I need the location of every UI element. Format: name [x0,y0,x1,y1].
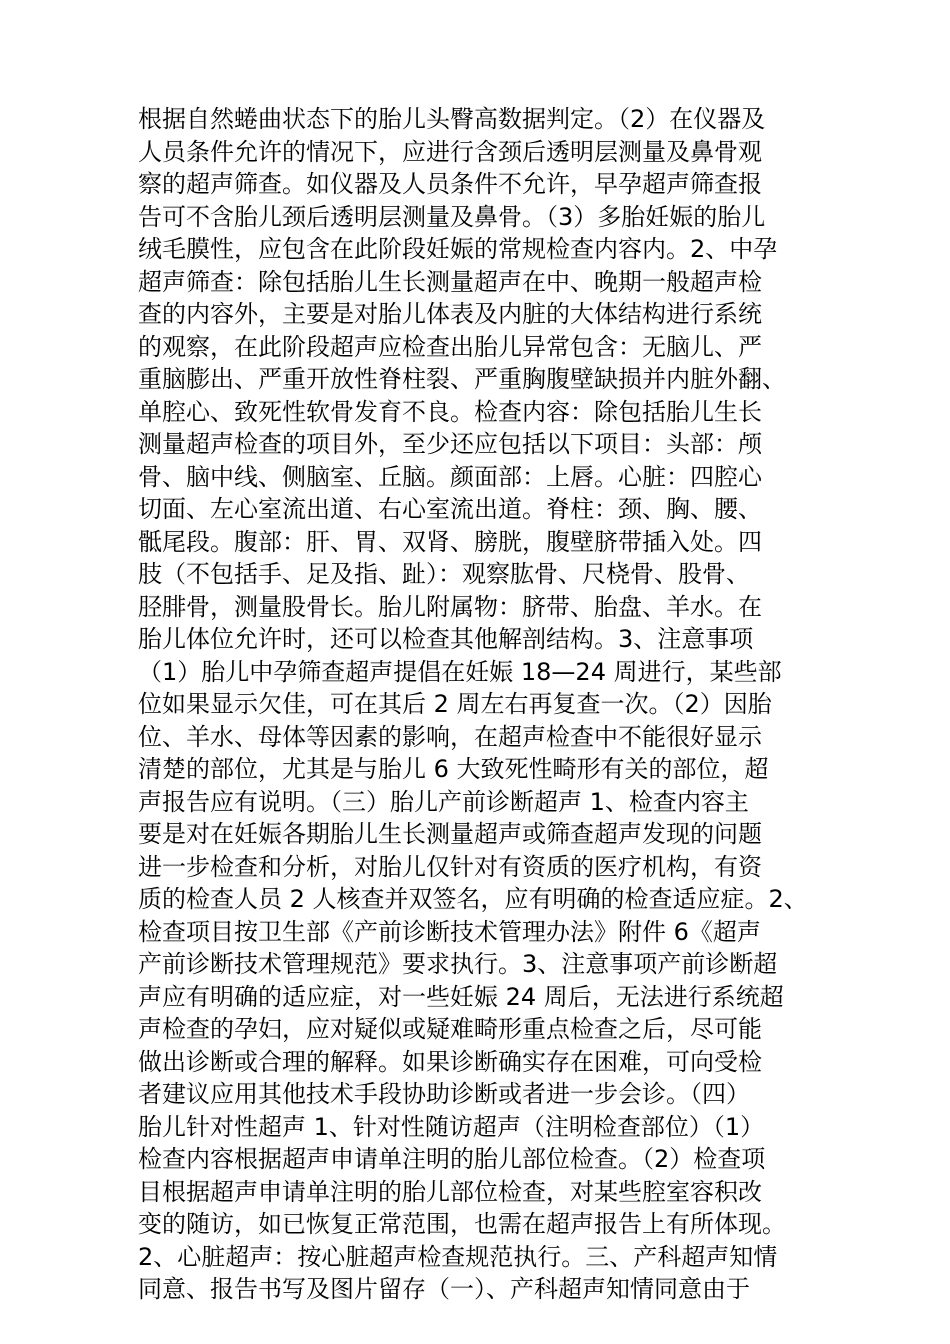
text-line-23: 要是对在妊娠各期胎儿生长测量超声或筛查超声发现的问题 [138,820,762,848]
text-line-30: 做出诊断或合理的解释。如果诊断确实存在困难，可向受检 [138,1047,762,1076]
text-line-9: 重脑膨出、严重开放性脊柱裂、严重胸腹壁缺损并内脏外翻、 [138,365,786,393]
text-line-2: 人员条件允许的情况下，应进行含颈后透明层测量及鼻骨观 [138,137,762,166]
text-line-20: 位、羊水、母体等因素的影响，在超声检查中不能很好显示 [138,722,762,751]
text-line-18: （1）胎儿中孕筛查超声提倡在妊娠 18—24 周进行，某些部 [138,657,782,686]
text-line-15: 肢（不包括手、足及指、趾）：观察肱骨、尺桡骨、股骨、 [138,560,750,588]
text-line-16: 胫腓骨，测量股骨长。胎儿附属物：脐带、胎盘、羊水。在 [138,592,762,621]
text-line-28: 声应有明确的适应症，对一些妊娠 24 周后，无法进行系统超 [138,982,784,1011]
text-line-21: 清楚的部位，尤其是与胎儿 6 大致死性畸形有关的部位，超 [138,755,769,783]
text-line-36: 2、心脏超声：按心脏超声检查规范执行。三、产科超声知情 [138,1242,778,1271]
text-line-1: 根据自然蜷曲状态下的胎儿头臀高数据判定。（2）在仪器及 [138,105,766,133]
text-line-7: 查的内容外，主要是对胎儿体表及内脏的大体结构进行系统 [138,300,762,328]
text-line-27: 产前诊断技术管理规范》要求执行。3、注意事项产前诊断超 [138,950,778,978]
text-line-25: 质的检查人员 2 人核查并双签名，应有明确的检查适应症。2、 [138,885,808,913]
text-line-17: 胎儿体位允许时，还可以检查其他解剖结构。3、注意事项 [138,625,754,653]
text-line-10: 单腔心、致死性软骨发育不良。检查内容：除包括胎儿生长 [138,397,762,426]
text-line-35: 变的随访，如已恢复正常范围，也需在超声报告上有所体现。 [138,1210,786,1238]
text-line-29: 声检查的孕妇，应对疑似或疑难畸形重点检查之后，尽可能 [138,1015,762,1043]
text-line-32: 胎儿针对性超声 1、针对性随访超声（注明检查部位）（1） [138,1112,765,1141]
text-line-33: 检查内容根据超声申请单注明的胎儿部位检查。（2）检查项 [138,1145,766,1173]
text-line-22: 声报告应有说明。（三）胎儿产前诊断超声 1、检查内容主 [138,787,749,816]
text-line-14: 骶尾段。腹部：肝、胃、双肾、膀胱，腹壁脐带插入处。四 [138,527,762,556]
text-line-34: 目根据超声申请单注明的胎儿部位检查，对某些腔室容积改 [138,1177,762,1206]
text-line-37: 同意、报告书写及图片留存（一）、产科超声知情同意由于 [138,1275,750,1303]
text-line-19: 位如果显示欠佳，可在其后 2 周左右再复查一次。（2）因胎 [138,690,772,718]
text-line-24: 进一步检查和分析，对胎儿仅针对有资质的医疗机构，有资 [138,852,762,881]
text-line-8: 的观察，在此阶段超声应检查出胎儿异常包含：无脑儿、严 [138,332,762,361]
text-line-6: 超声筛查：除包括胎儿生长测量超声在中、晚期一般超声检 [138,267,762,296]
text-line-12: 骨、脑中线、侧脑室、丘脑。颜面部：上唇。心脏：四腔心 [138,462,762,491]
text-line-5: 绒毛膜性，应包含在此阶段妊娠的常规检查内容内。2、中孕 [138,235,778,263]
text-line-13: 切面、左心室流出道、右心室流出道。脊柱：颈、胸、腰、 [138,495,762,523]
text-line-31: 者建议应用其他技术手段协助诊断或者进一步会诊。（四） [138,1080,750,1108]
text-line-26: 检查项目按卫生部《产前诊断技术管理办法》附件 6《超声 [138,917,761,946]
text-line-4: 告可不含胎儿颈后透明层测量及鼻骨。（3）多胎妊娠的胎儿 [138,202,766,231]
text-line-3: 察的超声筛查。如仪器及人员条件不允许，早孕超声筛查报 [138,170,762,198]
text-line-11: 测量超声检查的项目外，至少还应包括以下项目：头部：颅 [138,430,762,458]
document-body [138,103,818,1306]
